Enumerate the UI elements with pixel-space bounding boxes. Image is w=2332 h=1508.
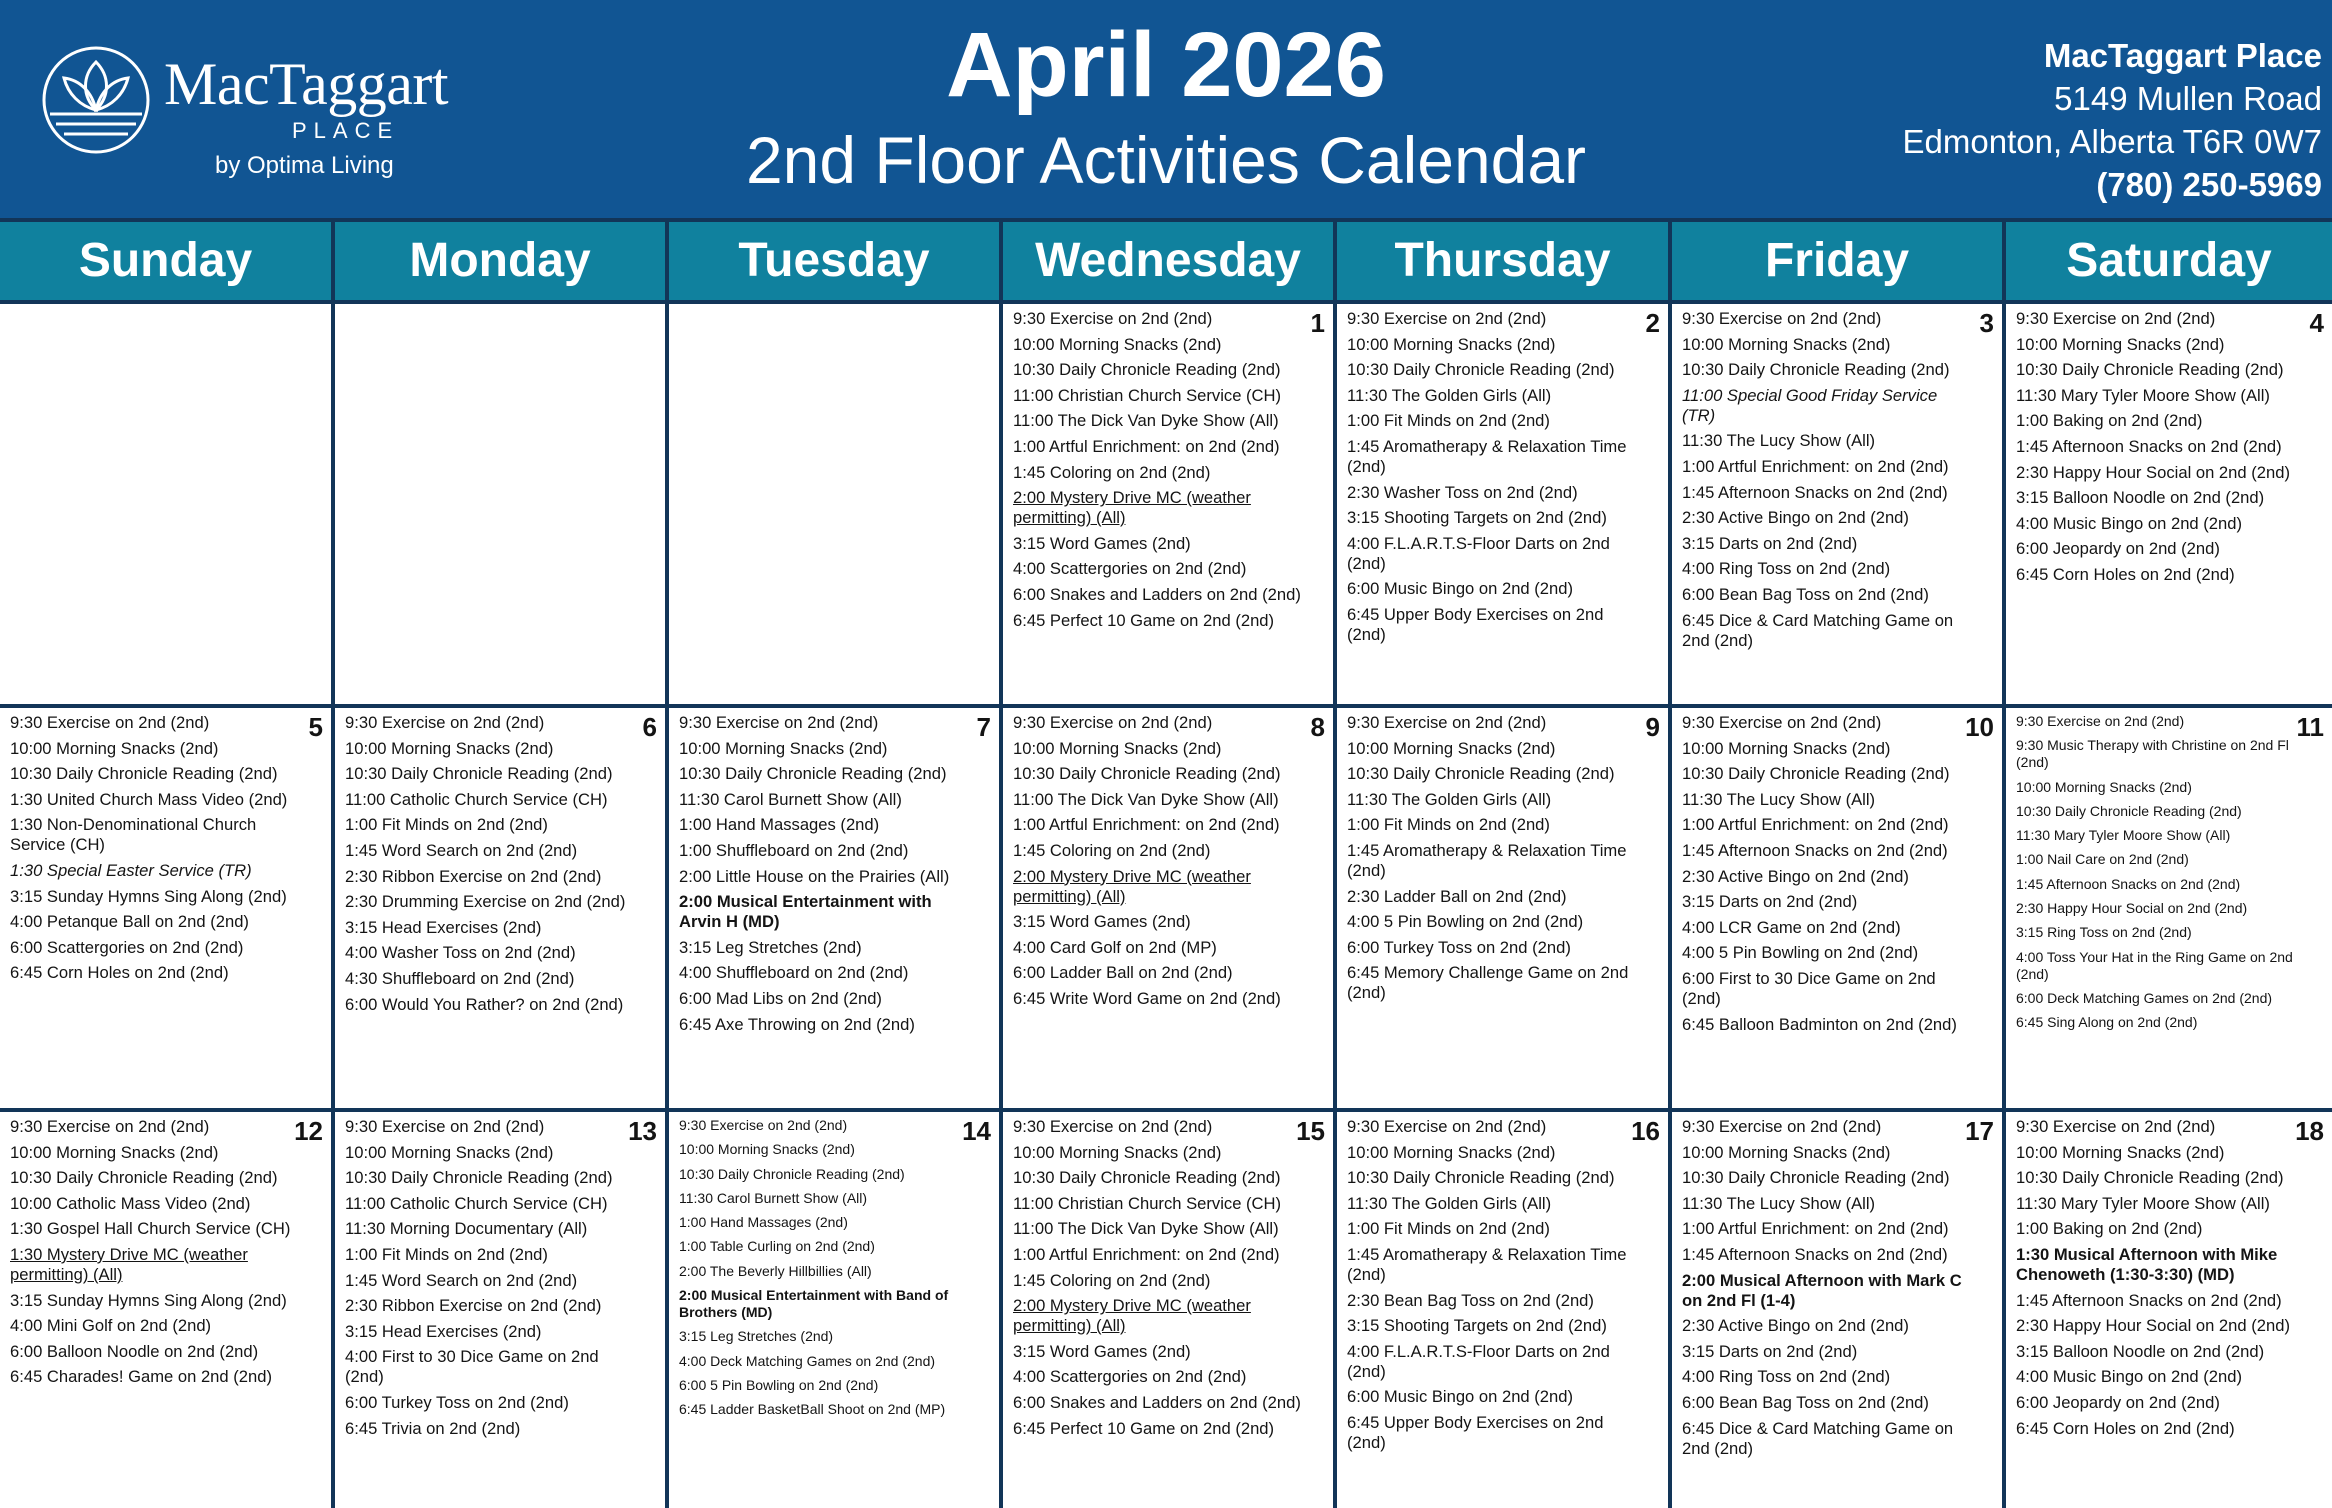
activity-item: 2:30 Happy Hour Social on 2nd (2nd) [2016,462,2290,482]
day-cell [2006,1112,2332,1508]
activity-item: 10:30 Daily Chronicle Reading (2nd) [2016,1168,2284,1188]
activity-item: 11:30 Morning Documentary (All) [345,1219,588,1239]
activity-item: 1:45 Afternoon Snacks on 2nd (2nd) [1682,1244,1948,1264]
activity-item: 1:00 Artful Enrichment: on 2nd (2nd) [1013,815,1280,835]
activity-item: 2:30 Active Bingo on 2nd (2nd) [1682,1316,1909,1336]
activity-item: 6:45 Axe Throwing on 2nd (2nd) [679,1014,915,1034]
activity-item: 4:00 First to 30 Dice Game on 2nd (2nd) [345,1347,599,1387]
activity-item: 4:00 Shuffleboard on 2nd (2nd) [679,963,909,983]
activity-item: 6:45 Ladder BasketBall Shoot on 2nd (MP) [679,1401,946,1418]
activity-item: 6:45 Corn Holes on 2nd (2nd) [10,963,229,983]
activity-item: 3:15 Sunday Hymns Sing Along (2nd) [10,886,287,906]
activity-item: 11:30 The Lucy Show (All) [1682,431,1876,451]
activity-item: 1:00 Fit Minds on 2nd (2nd) [345,1244,548,1264]
activity-item: 10:00 Morning Snacks (2nd) [2016,334,2225,354]
activity-item: 4:00 Ring Toss on 2nd (2nd) [1682,1367,1891,1387]
activity-item: 11:00 The Dick Van Dyke Show (All) [1013,411,1279,431]
activity-item: 10:30 Daily Chronicle Reading (2nd) [1013,1168,1281,1188]
activity-item: 3:15 Darts on 2nd (2nd) [1682,892,1858,912]
activity-item: 9:30 Exercise on 2nd (2nd) [1013,309,1213,328]
activity-item: 1:00 Artful Enrichment: on 2nd (2nd) [1013,1244,1280,1264]
day-cell [0,708,331,1108]
activity-item: 1:30 Non-Denominational Church Service (CH) [10,815,257,855]
activity-item: 4:00 5 Pin Bowling on 2nd (2nd) [1682,943,1919,963]
activity-item: 4:00 Mini Golf on 2nd (2nd) [10,1316,212,1336]
calendar-header [0,0,2332,218]
activity-item: 10:00 Morning Snacks (2nd) [345,738,554,758]
activity-item: 1:00 Hand Massages (2nd) [679,815,880,835]
activity-item: 9:30 Exercise on 2nd (2nd) [2016,1117,2216,1136]
activity-item: 2:30 Ribbon Exercise on 2nd (2nd) [345,1296,602,1316]
activity-item: 6:45 Memory Challenge Game on 2nd (2nd) [1347,963,1629,1003]
activity-item: 10:00 Morning Snacks (2nd) [2016,778,2192,795]
activity-item: 10:30 Daily Chronicle Reading (2nd) [1682,360,1950,380]
activity-item: 1:45 Afternoon Snacks on 2nd (2nd) [2016,875,2241,892]
activity-item: 3:15 Leg Stretches (2nd) [679,1328,834,1345]
activity-item: 9:30 Exercise on 2nd (2nd) [679,1117,848,1133]
activity-item: 3:15 Head Exercises (2nd) [345,917,542,937]
activity-item: 10:00 Morning Snacks (2nd) [345,1142,554,1162]
activity-item: 10:30 Daily Chronicle Reading (2nd) [2016,802,2242,819]
activity-item: 10:30 Daily Chronicle Reading (2nd) [1347,360,1615,380]
calendar-subtitle: 2nd Floor Activities Calendar [745,123,1587,197]
activity-item: 1:00 Fit Minds on 2nd (2nd) [1347,411,1550,431]
activity-item: 11:00 The Dick Van Dyke Show (All) [1013,789,1279,809]
activity-item: 6:45 Perfect 10 Game on 2nd (2nd) [1013,610,1275,630]
activity-item: 2:00 Little House on the Prairies (All) [679,866,950,886]
activity-item: 3:15 Sunday Hymns Sing Along (2nd) [10,1290,287,1310]
activity-item: 11:00 Christian Church Service (CH) [1013,1193,1282,1213]
day-cell [1337,304,1668,704]
activity-item: 6:45 Write Word Game on 2nd (2nd) [1013,988,1281,1008]
activity-item: 6:45 Corn Holes on 2nd (2nd) [2016,1418,2235,1438]
activity-item: 4:00 F.L.A.R.T.S-Floor Darts on 2nd (2nd) [1347,533,1610,573]
activity-item: 3:15 Darts on 2nd (2nd) [1682,533,1858,553]
calendar-grid [0,304,2332,1508]
activity-item: 11:00 Special Good Friday Service (TR) [1682,385,1938,425]
day-number: 14 [962,1116,991,1146]
day-number: 1 [1310,308,1325,338]
day-cell [335,708,665,1108]
activity-item: 9:30 Music Therapy with Christine on 2nd Fl (2nd) [2016,737,2289,771]
activity-item: 9:30 Exercise on 2nd (2nd) [679,713,879,732]
activity-item: 6:00 Snakes and Ladders on 2nd (2nd) [1013,1392,1301,1412]
activity-item: 10:00 Morning Snacks (2nd) [2016,1142,2225,1162]
activity-item: 10:30 Daily Chronicle Reading (2nd) [2016,360,2284,380]
activity-item: 6:45 Dice & Card Matching Game on 2nd (2nd) [1682,1418,1954,1458]
activity-item: 11:30 The Lucy Show (All) [1682,1193,1876,1213]
calendar-month-title: April 2026 [946,14,1386,116]
activity-item: 4:30 Shuffleboard on 2nd (2nd) [345,968,575,988]
day-number: 3 [1979,308,1994,338]
empty-day-cell [335,304,665,704]
activity-item: 1:00 Artful Enrichment: on 2nd (2nd) [1682,1219,1949,1239]
activity-item: 6:45 Upper Body Exercises on 2nd (2nd) [1347,1412,1604,1452]
weekday-header-row [0,218,2332,304]
activity-item: 6:00 Would You Rather? on 2nd (2nd) [345,994,624,1014]
activity-item: 11:00 The Dick Van Dyke Show (All) [1013,1219,1279,1239]
day-cell [2006,304,2332,704]
day-cell [1337,1112,1668,1508]
logo-tagline: by Optima Living [215,152,394,179]
activity-item: 2:00 Mystery Drive MC (weather permitting) (All) [1013,866,1251,906]
weekday-header-tuesday: Tuesday [669,222,999,300]
activity-item: 11:00 Catholic Church Service (CH) [345,1193,608,1213]
activity-item: 3:15 Shooting Targets on 2nd (2nd) [1347,508,1607,528]
activity-item: 10:30 Daily Chronicle Reading (2nd) [10,1168,278,1188]
activity-item: 10:00 Morning Snacks (2nd) [1013,738,1222,758]
activity-item: 10:00 Morning Snacks (2nd) [1347,334,1556,354]
activity-item: 10:30 Daily Chronicle Reading (2nd) [1682,1168,1950,1188]
activity-item: 11:30 The Golden Girls (All) [1347,385,1552,405]
facility-city: Edmonton, Alberta T6R 0W7 [1902,123,2322,160]
activity-item: 9:30 Exercise on 2nd (2nd) [1347,713,1547,732]
activity-item: 6:00 Turkey Toss on 2nd (2nd) [345,1392,569,1412]
day-cell [335,1112,665,1508]
activity-item: 10:00 Morning Snacks (2nd) [1347,738,1556,758]
activity-item: 6:00 Balloon Noodle on 2nd (2nd) [10,1341,259,1361]
day-number: 17 [1965,1116,1994,1146]
activity-item: 1:45 Aromatherapy & Relaxation Time (2nd) [1347,1244,1627,1284]
activity-item: 3:15 Head Exercises (2nd) [345,1321,542,1341]
activity-item: 2:00 Musical Afternoon with Mark C on 2nd Fl (1-4) [1682,1270,1962,1310]
activity-item: 2:30 Active Bingo on 2nd (2nd) [1682,508,1909,528]
activity-item: 1:45 Coloring on 2nd (2nd) [1013,462,1211,482]
activity-item: 6:00 Ladder Ball on 2nd (2nd) [1013,963,1233,983]
activity-item: 6:00 Turkey Toss on 2nd (2nd) [1347,937,1571,957]
day-number: 12 [294,1116,323,1146]
facility-street: 5149 Mullen Road [2054,80,2322,117]
day-number: 13 [628,1116,657,1146]
activity-item: 3:15 Word Games (2nd) [1013,912,1191,932]
activity-item: 11:00 Christian Church Service (CH) [1013,385,1282,405]
empty-day-cell [0,304,331,704]
facility-address [1903,34,2322,206]
activity-item: 11:30 The Lucy Show (All) [1682,789,1876,809]
activity-item: 6:45 Upper Body Exercises on 2nd (2nd) [1347,604,1604,644]
activity-item: 3:15 Balloon Noodle on 2nd (2nd) [2016,1341,2265,1361]
activity-item: 4:00 LCR Game on 2nd (2nd) [1682,917,1901,937]
activity-item: 6:00 Jeopardy on 2nd (2nd) [2016,539,2220,559]
activity-item: 9:30 Exercise on 2nd (2nd) [1347,309,1547,328]
activity-item: 4:00 Music Bingo on 2nd (2nd) [2016,1367,2243,1387]
activity-item: 6:45 Charades! Game on 2nd (2nd) [10,1367,272,1387]
activity-item: 6:00 Deck Matching Games on 2nd (2nd) [2016,989,2273,1006]
activity-item: 1:45 Afternoon Snacks on 2nd (2nd) [2016,436,2282,456]
activity-item: 2:30 Happy Hour Social on 2nd (2nd) [2016,900,2248,917]
day-cell [2006,708,2332,1108]
activity-item: 6:00 Bean Bag Toss on 2nd (2nd) [1682,1392,1929,1412]
activity-item: 1:30 Special Easter Service (TR) [10,860,252,880]
activity-item: 10:30 Daily Chronicle Reading (2nd) [679,764,947,784]
activity-item: 6:45 Corn Holes on 2nd (2nd) [2016,564,2235,584]
activity-item: 1:00 Nail Care on 2nd (2nd) [2016,851,2189,868]
activity-item: 6:45 Trivia on 2nd (2nd) [345,1418,521,1438]
facility-name: MacTaggart Place [2043,37,2322,74]
activity-item: 6:45 Sing Along on 2nd (2nd) [2016,1014,2198,1031]
activity-item: 4:00 Ring Toss on 2nd (2nd) [1682,559,1891,579]
activity-item: 2:30 Ladder Ball on 2nd (2nd) [1347,886,1567,906]
activity-item: 9:30 Exercise on 2nd (2nd) [2016,309,2216,328]
day-number: 11 [2296,712,2324,742]
day-number: 6 [642,712,657,742]
activity-item: 9:30 Exercise on 2nd (2nd) [1682,1117,1882,1136]
activity-item: 4:00 Card Golf on 2nd (MP) [1013,937,1217,957]
activity-item: 2:00 Musical Entertainment with Arvin H (MD) [679,892,932,932]
empty-day-cell [669,304,999,704]
activity-item: 10:30 Daily Chronicle Reading (2nd) [679,1165,905,1182]
weekday-header-sunday: Sunday [0,222,331,300]
activity-item: 3:15 Ring Toss on 2nd (2nd) [2016,924,2192,941]
activity-item: 10:00 Morning Snacks (2nd) [1013,334,1222,354]
activity-item: 4:00 Toss Your Hat in the Ring Game on 2nd (2nd) [2016,948,2293,982]
activity-item: 2:30 Drumming Exercise on 2nd (2nd) [345,892,626,912]
day-cell [1672,708,2002,1108]
activity-item: 10:30 Daily Chronicle Reading (2nd) [345,1168,613,1188]
activity-item: 6:00 Music Bingo on 2nd (2nd) [1347,579,1574,599]
activity-item: 4:00 Washer Toss on 2nd (2nd) [345,943,576,963]
activity-item: 2:30 Ribbon Exercise on 2nd (2nd) [345,866,602,886]
activity-item: 4:00 Scattergories on 2nd (2nd) [1013,559,1247,579]
activity-item: 4:00 5 Pin Bowling on 2nd (2nd) [1347,912,1584,932]
activity-item: 4:00 Petanque Ball on 2nd (2nd) [10,912,249,932]
weekday-header-saturday: Saturday [2006,222,2332,300]
activity-item: 10:30 Daily Chronicle Reading (2nd) [10,764,278,784]
weekday-header-monday: Monday [335,222,665,300]
activity-item: 1:00 Shuffleboard on 2nd (2nd) [679,840,909,860]
activity-item: 1:00 Artful Enrichment: on 2nd (2nd) [1682,815,1949,835]
activity-item: 2:30 Bean Bag Toss on 2nd (2nd) [1347,1290,1594,1310]
activity-item: 6:45 Dice & Card Matching Game on 2nd (2nd) [1682,610,1954,650]
activity-item: 10:30 Daily Chronicle Reading (2nd) [1013,360,1281,380]
activity-item: 9:30 Exercise on 2nd (2nd) [345,713,545,732]
activity-item: 1:00 Table Curling on 2nd (2nd) [679,1238,875,1255]
activity-item: 6:00 Jeopardy on 2nd (2nd) [2016,1392,2220,1412]
activity-item: 11:30 Carol Burnett Show (All) [679,789,902,809]
activity-item: 11:30 Mary Tyler Moore Show (All) [2016,1193,2270,1213]
activity-item: 11:00 Catholic Church Service (CH) [345,789,608,809]
activity-item: 10:00 Morning Snacks (2nd) [10,738,219,758]
day-cell [1003,708,1333,1108]
activity-item: 9:30 Exercise on 2nd (2nd) [2016,713,2185,729]
weekday-header-wednesday: Wednesday [1003,222,1333,300]
activity-item: 3:15 Leg Stretches (2nd) [679,937,862,957]
day-cell [1003,1112,1333,1508]
activity-item: 1:00 Artful Enrichment: on 2nd (2nd) [1013,436,1280,456]
activity-item: 9:30 Exercise on 2nd (2nd) [1013,1117,1213,1136]
activity-item: 6:00 5 Pin Bowling on 2nd (2nd) [679,1376,879,1393]
activity-item: 1:45 Coloring on 2nd (2nd) [1013,1270,1211,1290]
day-number: 2 [1645,308,1660,338]
activity-item: 1:45 Aromatherapy & Relaxation Time (2nd) [1347,436,1627,476]
logo-place: PLACE [292,118,400,143]
activity-item: 1:00 Fit Minds on 2nd (2nd) [1347,815,1550,835]
activity-item: 10:30 Daily Chronicle Reading (2nd) [1347,1168,1615,1188]
activity-item: 1:00 Fit Minds on 2nd (2nd) [1347,1219,1550,1239]
activity-item: 2:00 Musical Entertainment with Band of Brothers (MD) [679,1287,949,1321]
activity-item: 3:15 Darts on 2nd (2nd) [1682,1341,1858,1361]
activity-item: 10:00 Morning Snacks (2nd) [1682,738,1891,758]
activity-item: 1:30 United Church Mass Video (2nd) [10,789,288,809]
activity-item: 1:45 Aromatherapy & Relaxation Time (2nd) [1347,840,1627,880]
day-cell [1672,1112,2002,1508]
day-number: 15 [1296,1116,1325,1146]
activity-item: 1:45 Afternoon Snacks on 2nd (2nd) [1682,482,1948,502]
activity-item: 1:00 Fit Minds on 2nd (2nd) [345,815,548,835]
activity-item: 9:30 Exercise on 2nd (2nd) [1013,713,1213,732]
day-number: 10 [1965,712,1994,742]
activity-item: 11:30 Carol Burnett Show (All) [679,1189,868,1206]
activity-item: 1:45 Word Search on 2nd (2nd) [345,1270,578,1290]
activity-item: 10:30 Daily Chronicle Reading (2nd) [345,764,613,784]
activity-item: 3:15 Shooting Targets on 2nd (2nd) [1347,1316,1607,1336]
weekday-header-friday: Friday [1672,222,2002,300]
activity-item: 9:30 Exercise on 2nd (2nd) [10,1117,210,1136]
day-number: 4 [2309,308,2324,338]
activity-item: 1:45 Word Search on 2nd (2nd) [345,840,578,860]
activity-item: 10:30 Daily Chronicle Reading (2nd) [1013,764,1281,784]
activity-item: 4:00 Music Bingo on 2nd (2nd) [2016,513,2243,533]
activity-item: 9:30 Exercise on 2nd (2nd) [345,1117,545,1136]
activity-item: 10:00 Morning Snacks (2nd) [1013,1142,1222,1162]
day-number: 18 [2295,1116,2324,1146]
activity-item: 2:30 Washer Toss on 2nd (2nd) [1347,482,1578,502]
activity-item: 6:00 Music Bingo on 2nd (2nd) [1347,1387,1574,1407]
activity-item: 1:30 Musical Afternoon with Mike Chenoweth (1:30-3:30) (MD) [2016,1244,2278,1284]
activity-item: 2:00 Mystery Drive MC (weather permitting) (All) [1013,488,1251,528]
day-cell [1337,708,1668,1108]
activity-item: 2:00 Mystery Drive MC (weather permitting) (All) [1013,1296,1251,1336]
activity-item: 2:30 Happy Hour Social on 2nd (2nd) [2016,1316,2290,1336]
activity-item: 1:45 Afternoon Snacks on 2nd (2nd) [2016,1290,2282,1310]
activity-item: 6:45 Perfect 10 Game on 2nd (2nd) [1013,1418,1275,1438]
activity-item: 10:00 Catholic Mass Video (2nd) [10,1193,251,1213]
activity-item: 6:00 Bean Bag Toss on 2nd (2nd) [1682,584,1929,604]
activity-item: 10:00 Morning Snacks (2nd) [1682,1142,1891,1162]
activity-item: 3:15 Word Games (2nd) [1013,533,1191,553]
activity-item: 1:00 Baking on 2nd (2nd) [2016,411,2203,431]
activity-item: 10:30 Daily Chronicle Reading (2nd) [1682,764,1950,784]
day-number: 7 [976,712,991,742]
activity-item: 6:00 Mad Libs on 2nd (2nd) [679,988,882,1008]
activity-item: 2:00 The Beverly Hillbillies (All) [679,1262,872,1279]
activity-item: 4:00 F.L.A.R.T.S-Floor Darts on 2nd (2nd) [1347,1341,1610,1381]
activity-item: 1:45 Coloring on 2nd (2nd) [1013,840,1211,860]
activity-item: 1:30 Mystery Drive MC (weather permitting) (All) [10,1244,248,1284]
activity-item: 10:00 Morning Snacks (2nd) [679,738,888,758]
day-number: 16 [1631,1116,1660,1146]
activity-item: 10:00 Morning Snacks (2nd) [679,1141,855,1158]
day-cell [669,708,999,1108]
day-cell [1003,304,1333,704]
activity-item: 10:00 Morning Snacks (2nd) [1347,1142,1556,1162]
activity-item: 6:45 Balloon Badminton on 2nd (2nd) [1682,1014,1957,1034]
activity-item: 1:00 Hand Massages (2nd) [679,1214,848,1231]
day-cell [1672,304,2002,704]
activity-item: 2:30 Active Bingo on 2nd (2nd) [1682,866,1909,886]
activity-item: 9:30 Exercise on 2nd (2nd) [1682,309,1882,328]
activity-item: 11:30 Mary Tyler Moore Show (All) [2016,385,2270,405]
weekday-header-thursday: Thursday [1337,222,1668,300]
activity-item: 10:00 Morning Snacks (2nd) [10,1142,219,1162]
activity-item: 4:00 Deck Matching Games on 2nd (2nd) [679,1352,936,1369]
activity-item: 6:00 Snakes and Ladders on 2nd (2nd) [1013,584,1301,604]
day-number: 9 [1645,712,1660,742]
activity-item: 4:00 Scattergories on 2nd (2nd) [1013,1367,1247,1387]
activity-item: 9:30 Exercise on 2nd (2nd) [10,713,210,732]
activity-item: 1:30 Gospel Hall Church Service (CH) [10,1219,291,1239]
activity-item: 6:00 Scattergories on 2nd (2nd) [10,937,244,957]
activity-item: 10:30 Daily Chronicle Reading (2nd) [1347,764,1615,784]
activity-item: 11:30 Mary Tyler Moore Show (All) [2016,827,2231,844]
activity-item: 9:30 Exercise on 2nd (2nd) [1347,1117,1547,1136]
day-cell [0,1112,331,1508]
activity-item: 1:00 Baking on 2nd (2nd) [2016,1219,2203,1239]
day-number: 5 [308,712,323,742]
activity-item: 10:00 Morning Snacks (2nd) [1682,334,1891,354]
activity-item: 3:15 Word Games (2nd) [1013,1341,1191,1361]
activity-item: 1:45 Afternoon Snacks on 2nd (2nd) [1682,840,1948,860]
day-number: 8 [1310,712,1325,742]
activity-item: 9:30 Exercise on 2nd (2nd) [1682,713,1882,732]
facility-phone: (780) 250-5969 [2096,166,2322,203]
logo-wordmark: MacTaggart [164,51,448,117]
activity-item: 11:30 The Golden Girls (All) [1347,1193,1552,1213]
activity-item: 1:00 Artful Enrichment: on 2nd (2nd) [1682,456,1949,476]
activity-item: 11:30 The Golden Girls (All) [1347,789,1552,809]
activity-item: 3:15 Balloon Noodle on 2nd (2nd) [2016,488,2265,508]
day-cell [669,1112,999,1508]
activity-item: 6:00 First to 30 Dice Game on 2nd (2nd) [1682,968,1936,1008]
